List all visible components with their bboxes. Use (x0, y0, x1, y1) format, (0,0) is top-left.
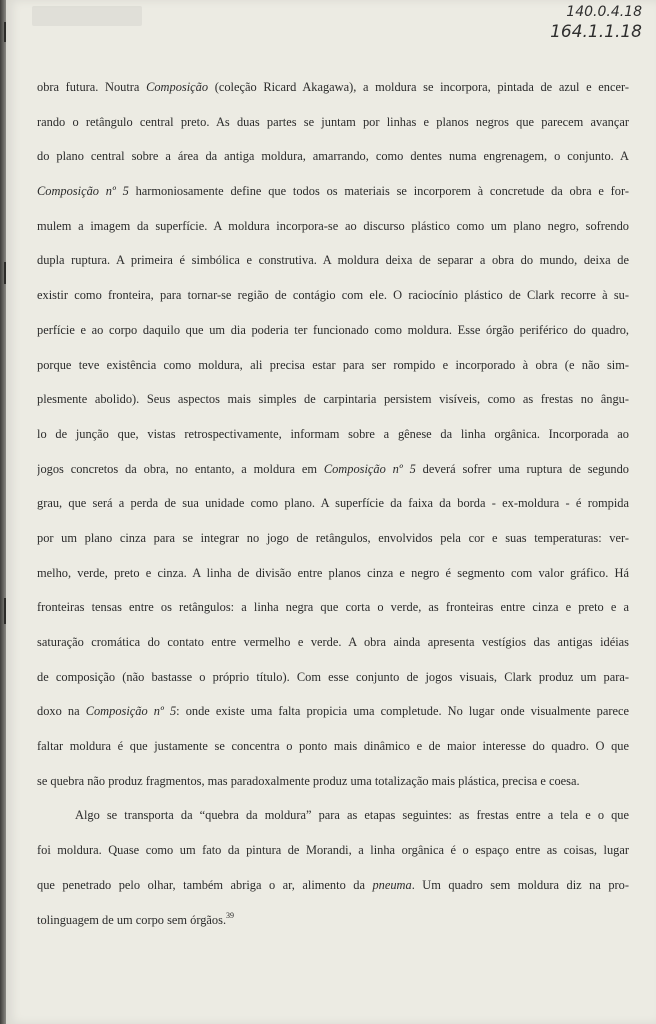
text-line (37, 278, 629, 313)
text-line (37, 139, 629, 174)
text-segment: . Um quadro sem moldura diz na pro- (411, 877, 629, 892)
italic-title: Composição nº 5 (85, 704, 177, 719)
text-segment: perfície e ao corpo daquilo que um dia poderia ter funcionado como moldura. Esse órgão periférico do quadro, (37, 322, 629, 337)
text-segment: fronteiras tensas entre os retângulos: a linha negra que corta o verde, as fronteiras entre cinza e preto e a (37, 600, 629, 615)
text-segment: plesmente abolido). Seus aspectos mais simples de carpintaria persistem visíveis, como as frestas no ângu- (37, 392, 629, 407)
text-line (37, 868, 629, 903)
text-line (37, 625, 629, 660)
text-line (37, 694, 629, 729)
text-segment: do plano central sobre a área da antiga moldura, amarrando, como dentes numa engrenagem, o conjunto. A (37, 149, 629, 164)
text-line (37, 729, 629, 764)
text-segment: doxo na (37, 704, 86, 719)
text-segment: obra futura. Noutra (37, 80, 147, 94)
text-segment: mulem a imagem da superfície. A moldura incorpora-se ao discurso plástico como um plano negro, sofrendo (37, 218, 629, 233)
text-segment: lo de junção que, vistas retrospectivamente, informam sobre a gênese da linha orgânica. Incorporada ao (37, 426, 629, 441)
text-segment: deverá sofrer uma ruptura de segundo (415, 461, 629, 476)
text-line (37, 660, 629, 695)
paragraph (37, 70, 629, 798)
text-line (37, 243, 629, 278)
text-line (37, 452, 629, 487)
text-segment: grau, que será a perda de sua unidade como plano. A superfície da faixa da borda - ex-moldura - é rompida (37, 496, 629, 511)
text-segment: de composição (não bastasse o próprio título). Com esse conjunto de jogos visuais, Clark produz um para- (37, 669, 629, 684)
text-line (37, 174, 629, 209)
italic-title: pneuma (372, 877, 412, 892)
text-segment: harmoniosamente define que todos os materiais se incorporem à concretude da obra e for- (128, 184, 629, 199)
text-line (37, 382, 629, 417)
handwritten-catalog-number (550, 2, 642, 42)
text-line (37, 417, 629, 452)
text-segment: porque teve existência como moldura, ali precisa estar para ser rompido e incorporado à obra (e não sim- (37, 357, 629, 372)
italic-title: Composição nº 5 (37, 184, 129, 199)
footnote-reference: 39 (226, 910, 235, 920)
text-segment: (coleção Ricard Akagawa), a moldura se incorpora, pintada de azul e encer- (208, 80, 629, 94)
text-line (37, 70, 629, 105)
text-line (37, 209, 629, 244)
text-segment: tolinguagem de um corpo sem órgãos. (37, 912, 227, 927)
text-line (37, 105, 629, 140)
document-page (6, 0, 656, 1024)
text-segment: existir como fronteira, para tornar-se região de contágio com ele. O raciocínio plástico de Clark recorre à su- (37, 288, 629, 303)
text-line (37, 521, 629, 556)
text-segment: se quebra não produz fragmentos, mas paradoxalmente produz uma totalização mais plástica, precisa e coesa. (37, 773, 580, 788)
italic-title: Composição (146, 80, 209, 94)
text-segment: que penetrado pelo olhar, também abriga o ar, alimento da (37, 877, 373, 892)
text-line (37, 833, 629, 868)
text-line (37, 590, 629, 625)
text-segment: Algo se transporta da “quebra da moldura” para as etapas seguintes: as frestas entre a tela e o que (75, 808, 629, 823)
text-segment: rando o retângulo central preto. As duas partes se juntam por linhas e planos negros que parecem avançar (37, 114, 629, 129)
text-line (37, 486, 629, 521)
catalog-number-line-1: 140.0.4.18 (566, 4, 642, 20)
text-segment: jogos concretos da obra, no entanto, a moldura em (37, 461, 324, 476)
text-segment: por um plano cinza para se integrar no jogo de retângulos, envolvidos pela cor e suas temperaturas: ver- (37, 530, 629, 545)
body-text (37, 70, 629, 937)
italic-title: Composição nº 5 (323, 461, 416, 476)
text-segment: faltar moldura é que justamente se concentra o ponto mais dinâmico e de maior interesse do quadro. O que (37, 739, 629, 754)
bleed-through-shadow (32, 6, 142, 26)
text-segment: dupla ruptura. A primeira é simbólica e construtiva. A moldura deixa de separar a obra do mundo, deixa de (37, 253, 629, 268)
catalog-number-line-2: 164.1.1.18 (550, 22, 642, 42)
text-line (37, 556, 629, 591)
text-segment: melho, verde, preto e cinza. A linha de divisão entre planos cinza e negro é segmento com valor gráfico. Há (37, 565, 629, 580)
text-line (37, 348, 629, 383)
text-segment: : onde existe uma falta propicia uma completude. No lugar onde visualmente parece (176, 704, 629, 719)
text-line (37, 313, 629, 348)
text-line (37, 798, 629, 833)
paragraph (37, 798, 629, 937)
text-segment: saturação cromática do contato entre vermelho e verde. A obra ainda apresenta vestígios das antigas idéias (37, 635, 629, 649)
text-segment: foi moldura. Quase como um fato da pintura de Morandi, a linha orgânica é o espaço entre as coisas, lugar (37, 843, 629, 858)
text-line (37, 764, 629, 799)
text-line (37, 903, 629, 938)
